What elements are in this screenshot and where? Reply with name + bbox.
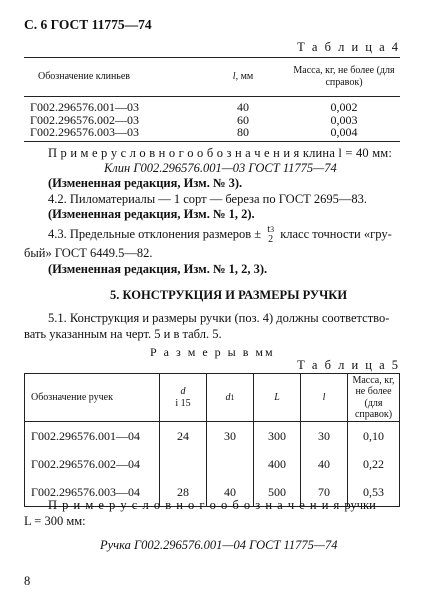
table-5 — [24, 373, 400, 507]
t4-header-l: l, мм — [198, 58, 288, 97]
table-cell: 0,003 — [330, 112, 358, 127]
example-handle-line1: П р и м е р у с л о в н о г о о б о з н а ч е н и я ручки — [48, 498, 376, 512]
t4-header-mass: Масса, кг, не более (для справок) — [288, 58, 400, 97]
fraction — [267, 225, 274, 245]
table-4 — [24, 57, 400, 142]
table5-units: Р а з м е р ы в мм — [150, 345, 275, 359]
table-cell: 28 — [160, 478, 207, 507]
para-5-1-line2: вать указанным на черт. 5 и в табл. 5. — [24, 327, 222, 341]
table-cell: Г002.296576.001—04 — [25, 422, 160, 451]
para-5-1-line1: 5.1. Конструкция и размеры ручки (поз. 4) должны соответство- — [48, 311, 390, 325]
table-cell: Г002.296576.001—03 — [30, 100, 139, 114]
t5-header-d1 — [207, 374, 254, 422]
t4-header-name: Обозначение клиньев — [24, 58, 198, 97]
page-number: 8 — [24, 574, 31, 588]
edit-note: (Измененная редакция, Изм. № 1, 2, 3). — [48, 262, 268, 276]
para-4-3-line1 — [48, 225, 392, 245]
table-cell: 30 — [301, 422, 348, 451]
example-wedge-line1: П р и м е р у с л о в н о г о о б о з н а ч е н и я клина l = 40 мм: — [48, 146, 393, 160]
t5-header-d — [160, 374, 207, 422]
example-handle-line2: L = 300 мм: — [24, 514, 86, 528]
table-cell: 0,002 — [330, 100, 358, 114]
t5-header-d-sym: d — [180, 386, 186, 397]
edit-note: (Измененная редакция, Изм. № 3). — [48, 176, 243, 190]
t5-header-L: L — [254, 374, 301, 422]
table-cell: 70 — [301, 478, 348, 507]
edit-note: (Измененная редакция, Изм. № 1, 2). — [48, 207, 255, 221]
t5-header-d1-sub: 1 — [230, 392, 235, 402]
t5-header-mass: Масса, кг, не более (для справок) — [348, 374, 400, 422]
para-4-3-text-a: 4.3. Предельные отклонения размеров ± — [48, 226, 262, 241]
frac-sub: 3 — [270, 225, 275, 234]
frac-top: t — [267, 224, 271, 235]
table-cell: 0,22 — [348, 450, 400, 478]
table-cell: Г002.296576.002—04 — [25, 450, 160, 478]
table-cell: 0,53 — [348, 478, 400, 507]
table5-caption: Т а б л и ц а 5 — [297, 358, 400, 372]
para-4-3-line2: бый» ГОСТ 6449.5—82. — [24, 246, 153, 260]
table-cell: 40 — [207, 478, 254, 507]
table4-caption: Т а б л и ц а 4 — [297, 40, 400, 54]
t5-header-l: l — [301, 374, 348, 422]
t5-header-d-tol: i 15 — [175, 397, 191, 409]
table-cell: 300 — [254, 422, 301, 451]
table-cell: 80 — [198, 126, 288, 141]
section-title: 5. КОНСТРУКЦИЯ И РАЗМЕРЫ РУЧКИ — [110, 288, 348, 302]
table-cell: 400 — [254, 450, 301, 478]
table-cell: 0,004 — [288, 126, 400, 141]
table-cell: Г002.296576.002—03 — [30, 112, 139, 127]
table-cell: 0,10 — [348, 422, 400, 451]
t5-header-name: Обозначение ручек — [25, 374, 160, 422]
table-cell: 24 — [160, 422, 207, 451]
frac-bottom: 2 — [268, 234, 274, 245]
table-cell: 40 — [237, 100, 249, 114]
para-4-3-text-b: класс точности «гру- — [280, 226, 392, 241]
table-cell: 60 — [237, 112, 249, 127]
para-4-2: 4.2. Пиломатериалы — 1 сорт — береза по ГОСТ 2695—83. — [48, 192, 368, 206]
t5-header-d1-sym: d — [225, 391, 231, 403]
table-cell: Г002.296576.003—03 — [24, 126, 198, 141]
example-wedge-line2: Клин Г002.296576.001—03 ГОСТ 11775—74 — [104, 161, 337, 175]
page-header: С. 6 ГОСТ 11775—74 — [24, 17, 152, 32]
table-cell: Г002.296576.003—04 — [25, 478, 160, 507]
table-cell: 500 — [254, 478, 301, 507]
table-cell: 40 — [301, 450, 348, 478]
table-cell — [160, 450, 207, 478]
example-handle-line3: Ручка Г002.296576.001—04 ГОСТ 11775—74 — [100, 538, 338, 552]
table-cell — [207, 450, 254, 478]
table-cell: 30 — [207, 422, 254, 451]
